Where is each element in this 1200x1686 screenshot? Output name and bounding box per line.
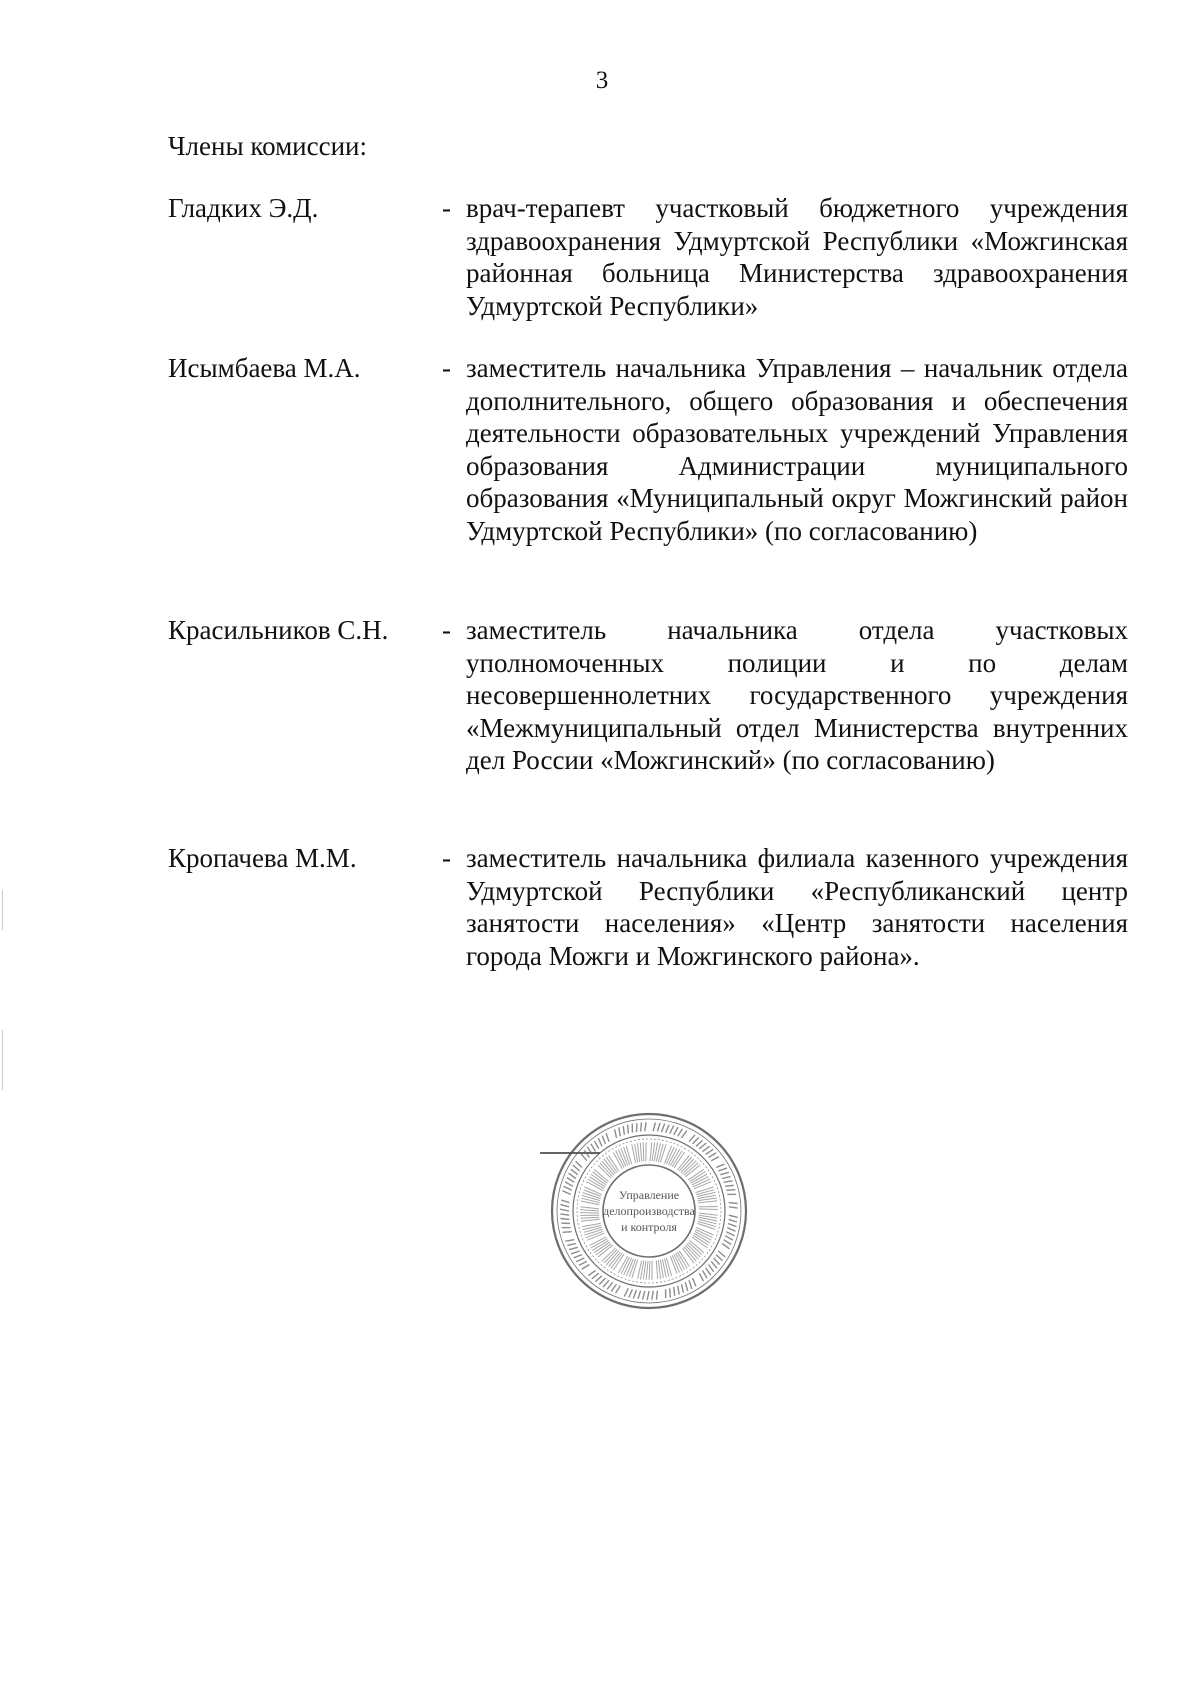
scan-margin-mark xyxy=(2,890,3,930)
page-number: 3 xyxy=(595,67,609,94)
member-name: Гладких Э.Д. xyxy=(168,193,319,223)
member-dash: - xyxy=(442,615,451,645)
member-name: Исымбаева М.А. xyxy=(168,353,361,383)
member-name: Красильников С.Н. xyxy=(168,615,389,645)
member-name: Кропачева М.М. xyxy=(168,843,357,873)
stamp-center-line: Управление xyxy=(618,1188,680,1202)
scan-margin-mark xyxy=(2,1030,3,1090)
member-dash: - xyxy=(442,843,451,873)
commission-members-heading: Члены комиссии: xyxy=(168,131,367,161)
stamp-center-line: и контроля xyxy=(621,1220,677,1234)
member-dash: - xyxy=(442,353,451,383)
official-stamp xyxy=(549,1111,749,1311)
member-role: заместитель начальника Управления – начальник отдела дополнительного, общего образования и обеспечения деятельности образовательных учреждений Управления образования Администрации муниципального образования «Муниципальный округ Можгинский район Удмуртской Республики» (по согласованию) xyxy=(466,353,1128,546)
stamp-center-line: делопроизводства xyxy=(603,1204,695,1218)
member-role: врач-терапевт участковый бюджетного учреждения здравоохранения Удмуртской Республики «Можгинская районная больница Министерства здравоохранения Удмуртской Республики» xyxy=(466,193,1128,321)
member-role: заместитель начальника отдела участковых уполномоченных полиции и по делам несовершеннолетних государственного учреждения «Межмуниципальный отдел Министерства внутренних дел России «Можгинский» (по согласованию) xyxy=(466,615,1128,775)
member-dash: - xyxy=(442,193,451,223)
member-role: заместитель начальника филиала казенного учреждения Удмуртской Республики «Республиканский центр занятости населения» «Центр занятости населения города Можги и Можгинского района». xyxy=(466,843,1128,971)
